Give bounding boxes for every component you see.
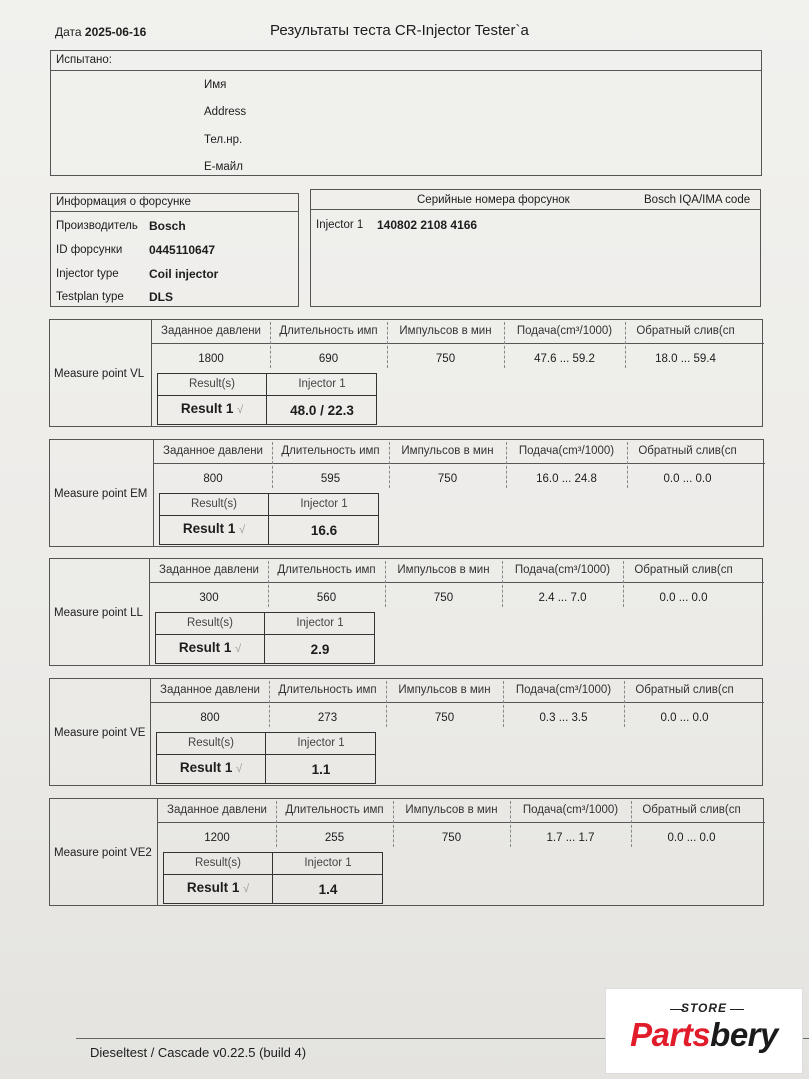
column-header: Заданное давлени: [159, 564, 259, 576]
column-header: Импульсов в мин: [397, 564, 490, 576]
result-value: 48.0 / 22.3: [290, 403, 354, 418]
measure-backflow: 18.0 ... 59.4: [655, 353, 716, 365]
measure-backflow: 0.0 ... 0.0: [660, 712, 709, 724]
column-header: Подача(cm³/1000): [518, 445, 615, 457]
result-value: 16.6: [310, 523, 338, 538]
column-header: Заданное давлени: [163, 445, 263, 457]
injector-serial: 140802 2108 4166: [377, 218, 478, 232]
result-value: 1.4: [318, 882, 338, 897]
info-value: 0445110647: [149, 243, 216, 257]
column-header: Импульсов в мин: [401, 445, 494, 457]
injector-column-label: Injector 1: [297, 737, 345, 749]
result-table: [157, 373, 377, 425]
serials-heading: Серийные номера форсунок: [417, 194, 570, 206]
results-label: Result(s): [188, 378, 235, 390]
result-value: 1.1: [311, 762, 331, 777]
column-header: Длительность имп: [277, 564, 376, 576]
footer-text: Dieseltest / Cascade v0.22.5 (build 4): [90, 1045, 307, 1060]
measure-duration: 273: [317, 712, 338, 724]
column-header: Заданное давлени: [160, 684, 260, 696]
column-header: Длительность имп: [285, 804, 384, 816]
measure-point-block: [49, 678, 763, 786]
result-table: [163, 852, 383, 904]
column-header: Импульсов в мин: [405, 804, 498, 816]
measure-pulses: 750: [433, 592, 454, 604]
column-header: Обратный слив(cп: [636, 325, 735, 337]
column-header: Обратный слив(cп: [642, 804, 741, 816]
measure-delivery: 47.6 ... 59.2: [534, 353, 595, 365]
result-value: 2.9: [310, 642, 330, 657]
injector-info-heading: Информация о форсунке: [56, 196, 191, 208]
measure-pulses: 750: [437, 473, 458, 485]
results-label: Result(s): [194, 857, 241, 869]
check-icon: √: [243, 883, 250, 895]
result-table: [156, 732, 376, 784]
measure-pressure: 1800: [198, 353, 224, 365]
measure-point-block: [49, 319, 763, 427]
measure-duration: 595: [320, 473, 341, 485]
measure-point-name: Measure point EM: [54, 488, 148, 500]
column-header: Обратный слив(cп: [634, 564, 733, 576]
measure-point-block: [49, 439, 764, 547]
measure-pressure: 800: [200, 712, 220, 724]
measure-duration: 255: [324, 832, 345, 844]
result-table: [155, 612, 375, 664]
check-icon: √: [237, 404, 244, 416]
info-label: ID форсунки: [56, 244, 123, 256]
tested-section: [50, 50, 762, 176]
measure-point-name: Measure point VE2: [54, 847, 152, 859]
page-title: Результаты теста CR-Injector Tester`a: [270, 22, 529, 39]
measure-delivery: 0.3 ... 3.5: [539, 712, 588, 724]
measure-point-name: Measure point VL: [54, 368, 145, 380]
results-label: Result(s): [187, 737, 234, 749]
measure-pressure: 1200: [204, 832, 230, 844]
injector-label: Injector 1: [316, 219, 364, 231]
result-label: Result 1 √: [186, 880, 250, 895]
result-label: Result 1 √: [179, 760, 243, 775]
email-label: Е-майл: [204, 161, 243, 173]
check-icon: √: [235, 643, 242, 655]
date: Дата 2025-06-16: [55, 25, 147, 39]
info-value: Bosch: [149, 219, 186, 233]
result-table: [159, 493, 379, 545]
measure-pulses: 750: [434, 712, 455, 724]
check-icon: √: [236, 763, 243, 775]
measure-point-block: [49, 798, 764, 906]
measure-point-name: Measure point LL: [54, 607, 143, 619]
result-label: Result 1 √: [182, 521, 246, 536]
measure-point-block: [49, 558, 763, 666]
column-header: Подача(cm³/1000): [514, 564, 611, 576]
measure-point-name: Measure point VE: [54, 727, 146, 739]
measure-pulses: 750: [435, 353, 456, 365]
info-label: Производитель: [56, 220, 138, 232]
measure-delivery: 16.0 ... 24.8: [536, 473, 597, 485]
column-header: Импульсов в мин: [398, 684, 491, 696]
column-header: Обратный слив(cп: [635, 684, 734, 696]
info-label: Testplan type: [56, 291, 124, 303]
info-label: Injector type: [56, 268, 119, 280]
name-label: Имя: [204, 79, 227, 91]
check-icon: √: [239, 524, 246, 536]
results-label: Result(s): [190, 498, 237, 510]
column-header: Длительность имп: [281, 445, 380, 457]
address-label: Address: [204, 106, 247, 118]
measure-pressure: 800: [203, 473, 223, 485]
results-label: Result(s): [186, 617, 233, 629]
injector-column-label: Injector 1: [296, 617, 344, 629]
code-heading: Bosch IQA/IMA code: [644, 194, 751, 206]
result-label: Result 1 √: [180, 401, 244, 416]
tested-heading: Испытано:: [56, 54, 112, 66]
phone-label: Тел.нр.: [204, 134, 243, 146]
measure-duration: 560: [316, 592, 337, 604]
column-header: Подача(cm³/1000): [516, 325, 613, 337]
measure-delivery: 1.7 ... 1.7: [546, 832, 595, 844]
column-header: Заданное давлени: [167, 804, 267, 816]
column-header: Длительность имп: [278, 684, 377, 696]
column-header: Подача(cm³/1000): [522, 804, 619, 816]
measure-backflow: 0.0 ... 0.0: [659, 592, 708, 604]
column-header: Заданное давлени: [161, 325, 261, 337]
measure-pressure: 300: [199, 592, 219, 604]
injector-column-label: Injector 1: [300, 498, 348, 510]
serial-numbers-section: [310, 189, 761, 307]
measure-backflow: 0.0 ... 0.0: [667, 832, 716, 844]
info-value: Coil injector: [149, 267, 219, 281]
measure-pulses: 750: [441, 832, 462, 844]
column-header: Импульсов в мин: [399, 325, 492, 337]
result-label: Result 1 √: [178, 640, 242, 655]
injector-column-label: Injector 1: [298, 378, 346, 390]
info-value: DLS: [149, 290, 173, 304]
measure-delivery: 2.4 ... 7.0: [538, 592, 587, 604]
column-header: Длительность имп: [279, 325, 378, 337]
measure-duration: 690: [318, 353, 339, 365]
column-header: Обратный слив(cп: [638, 445, 737, 457]
injector-column-label: Injector 1: [304, 857, 352, 869]
measure-backflow: 0.0 ... 0.0: [663, 473, 712, 485]
partsbery-logo: STORE Partsbery: [605, 988, 803, 1074]
injector-info-section: [50, 193, 299, 307]
column-header: Подача(cm³/1000): [515, 684, 612, 696]
